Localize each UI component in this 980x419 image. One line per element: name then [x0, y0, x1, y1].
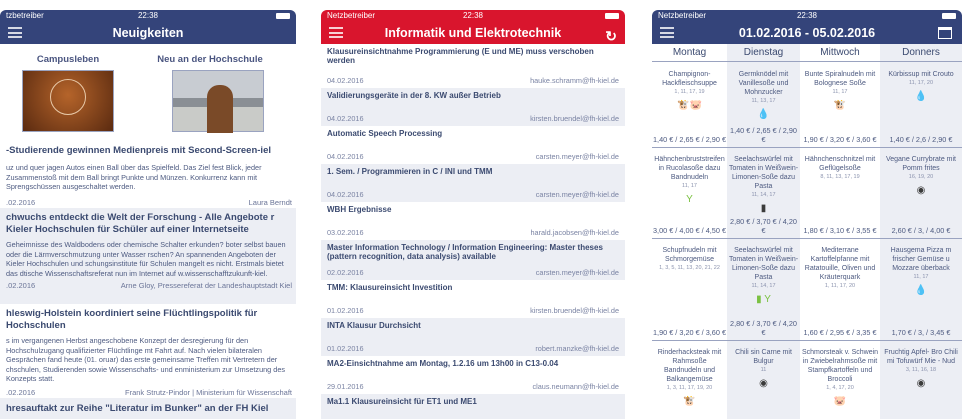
news-screen	[0, 10, 296, 419]
category-campusleben[interactable]: Campusleben	[36, 54, 100, 65]
hochschule-image[interactable]	[172, 70, 264, 132]
announcement-title: Ma1.1 Klausureinsicht für ET1 und ME1	[327, 397, 477, 406]
allergens: 1, 11, 17, 19	[674, 89, 705, 95]
meal-price: 2,80 € / 3,70 € / 4,20 €	[730, 217, 797, 235]
announcement-title: TMM: Klausureinsicht Investition	[327, 283, 453, 292]
week-range: 01.02.2016 - 05.02.2016	[738, 26, 876, 40]
article[interactable]	[0, 208, 296, 304]
announcement-date: 02.02.2016	[327, 268, 364, 277]
announcement-item[interactable]	[321, 164, 625, 202]
meal-name: Rinderhacksteak mit Rahmsoße Bandnudeln und Balkangemüse	[657, 349, 722, 383]
article-author: Laura Berndt	[248, 197, 292, 207]
header	[652, 10, 962, 44]
menu-icon[interactable]	[660, 27, 674, 38]
meal-cell[interactable]	[800, 340, 880, 419]
article-body: s im vergangenen Herbst angeschobene Konzept der desregierung für den Hochschulzugang qualifizierter Flüchtlinge mt Fahrt auf. Nach vielen bilateralen Gesprächen fand heute (01. oruar) das erste gemeinsame Treffen mit Vertretern der chschulen, Studierenden sowie Wissenschafts- und enministerium zur Umsetzung des Konzepts statt.	[6, 336, 286, 383]
article-date: .02.2016	[6, 281, 36, 290]
meal-cell[interactable]	[652, 62, 727, 147]
time: 22:38	[796, 11, 818, 20]
meal-cell[interactable]	[800, 238, 880, 340]
meal-cell[interactable]	[800, 147, 880, 238]
meal-price: 2,80 € / 3,70 € / 4,20 €	[730, 319, 797, 337]
meal-type-icon: 🐮🐷	[677, 100, 702, 111]
meal-price: 1,90 € / 3,20 € / 3,60 €	[652, 328, 727, 337]
announcement-item[interactable]	[321, 318, 625, 356]
meal-name: Mediterrane Kartoffelpfanne mit Ratatouille, Oliven und Kräuterquark	[804, 247, 876, 281]
status-bar	[0, 10, 296, 22]
article-title: chwuchs entdeckt die Welt der Forschung - Alle Angebote r Kieler Hochschulen für Schüler auf einer Internetseite	[6, 212, 275, 235]
announcement-item[interactable]	[321, 240, 625, 280]
calendar-icon[interactable]	[938, 27, 952, 39]
article[interactable]	[0, 398, 296, 419]
announcement-title: Master Information Technology / Information Engineering: Master theses (pattern recognition, data analysis) available	[327, 243, 603, 261]
meal-name: Schupfnudeln mit Schmorgemüse	[662, 247, 717, 263]
battery-icon	[942, 13, 956, 19]
meal-cell[interactable]	[652, 238, 727, 340]
meal-name: Schmorsteak v. Schwein in Zwiebelrahmsoße mit Stampfkartoffeln und Broccoli	[801, 349, 879, 383]
announcement-item[interactable]	[321, 88, 625, 126]
announcement-item[interactable]	[321, 126, 625, 164]
header	[321, 10, 625, 44]
meal-type-icon: 🐮	[683, 396, 696, 407]
announcement-item[interactable]	[321, 394, 625, 419]
allergens: 11, 14, 17	[751, 192, 776, 198]
meal-name: Champignon-Hackfleischsuppe	[662, 71, 717, 87]
announcement-author: harald.jacobsen@fh-kiel.de	[530, 228, 619, 237]
announcement-title: Automatic Speech Processing	[327, 129, 443, 138]
meal-type-icon: ◉	[916, 185, 926, 196]
meal-type-icon	[801, 295, 879, 307]
department-screen	[321, 10, 625, 419]
announcement-title: Klausureinsichtnahme Programmierung (E und ME) muss verschoben werden	[327, 47, 594, 65]
allergens: 11, 17	[913, 274, 929, 280]
meal-type-icon	[801, 186, 879, 198]
article[interactable]	[0, 145, 296, 207]
meal-price: 1,80 € / 3,10 € / 3,55 €	[803, 226, 877, 235]
meal-type-icon: 💧	[757, 109, 770, 120]
article-date: .02.2016	[6, 387, 36, 397]
meal-name: Hähnchenbruststreifen in Rucolasoße dazu Bandnudeln	[654, 156, 725, 181]
announcement-title: WBH Ergebnisse	[327, 205, 392, 214]
allergens: 3, 11, 16, 18	[905, 367, 937, 373]
announcement-date: 01.02.2016	[327, 306, 364, 315]
meal-cell[interactable]	[727, 340, 800, 419]
announcement-author: hauke.schramm@fh-kiel.de	[530, 76, 619, 85]
announcement-title: INTA Klausur Durchsicht	[327, 321, 421, 330]
allergens: 16, 19, 20	[908, 174, 934, 180]
meal-name: Fruchtig Apfel- Bro Chili mi Tofuwürf Mie - Nud	[884, 349, 958, 365]
meal-price: 1,40 € / 2,6 / 2,90 €	[889, 135, 953, 144]
menu-icon[interactable]	[329, 27, 343, 38]
refresh-icon[interactable]: ↻	[605, 28, 617, 44]
announcement-item[interactable]	[321, 356, 625, 394]
announcement-date: 29.01.2016	[327, 382, 364, 391]
battery-icon	[276, 13, 290, 19]
allergens: 11, 17	[682, 183, 697, 189]
allergens: 11, 14, 17	[751, 283, 776, 289]
category-neu[interactable]: Neu an der Hochschule	[157, 54, 263, 65]
announcement-list	[321, 44, 625, 419]
meal-name: Vegane Currybrate mit Pomm frites	[885, 156, 957, 172]
page-title: Informatik und Elektrotechnik	[384, 26, 562, 40]
meal-cell[interactable]	[800, 62, 880, 147]
meal-price: 1,40 € / 2,65 € / 2,90 €	[652, 135, 727, 144]
meal-type-icon	[653, 277, 726, 289]
announcement-date: 04.02.2016	[327, 114, 364, 123]
page-title: Neuigkeiten	[112, 26, 184, 40]
day-1[interactable]: Dienstag	[743, 47, 784, 58]
allergens: 1, 3, 5, 11, 13, 20, 21, 22	[659, 265, 720, 271]
article-title: hleswig-Holstein koordiniert seine Flüchtlingspolitik für Hochschulen	[6, 308, 258, 331]
article-body: Geheimnisse des Waldbodens oder chemische Schalter erkunden? boter selbst bauen oder die Lärmverschmutzung unter Wasser rschen? An spannenden Angeboten der Kieler Hochschulen und schungsinstitute für Schulen mangelt es nicht. Erstmals bietet das dtische Wissenschaftsreferat nun im Internet auf w.wissenschafftzukunft-kiel.	[6, 240, 286, 278]
meal-name: Seelachswürfel mit Tomaten in Weißwein-Limonen-Soße dazu Pasta	[728, 156, 799, 190]
announcement-author: kirsten.bruendel@fh-kiel.de	[530, 114, 619, 123]
announcement-title: 1. Sem. / Programmieren in C / INI und TMM	[327, 167, 493, 176]
meal-name: Hähnchenschnitzel mit Geflügelsoße	[804, 156, 876, 172]
announcement-title: Validierungsgeräte in der 8. KW außer Betrieb	[327, 91, 501, 100]
allergens: 11, 17	[832, 89, 848, 95]
meal-name: Chili sin Carne mit Bulgur	[735, 349, 792, 365]
article-body: uz und quer jagen Autos einen Ball über das Spielfeld. Das Ziel fest Blick, jeder Zusammenstoß mit dem Ball bringt Punkte und Münzen. Konkurrenz kann mit Sprengschüssen ausgeschaltet werden.	[6, 163, 262, 191]
meal-cell[interactable]	[727, 238, 800, 340]
meal-type-icon: ◉	[916, 378, 926, 389]
meal-price: 1,90 € / 3,20 € / 3,60 €	[803, 135, 877, 144]
meal-type-icon: ▮	[760, 203, 767, 214]
allergens: 11	[760, 367, 767, 373]
announcement-item[interactable]	[321, 44, 625, 88]
meal-price: 1,60 € / 2,95 € / 3,35 €	[803, 328, 877, 337]
meal-cell[interactable]	[652, 340, 727, 419]
meal-type-icon: 🐮	[833, 100, 847, 111]
day-header	[652, 44, 962, 62]
status-bar	[321, 10, 625, 22]
meal-name: Hausgema Pizza m frischer Gemüse u Mozzare überback	[890, 247, 952, 272]
announcement-author: kirsten.bruendel@fh-kiel.de	[530, 306, 619, 315]
article-title: -Studierende gewinnen Medienpreis mit Second-Screen-iel	[6, 145, 271, 156]
mensa-screen	[652, 10, 962, 419]
meal-price: 3,00 € / 4,00 € / 4,50 €	[652, 226, 727, 235]
announcement-date: 03.02.2016	[327, 228, 364, 237]
carrier: Netzbetreiber	[327, 11, 376, 20]
article-title: hresauftakt zur Reihe "Literatur im Bunker" an der FH Kiel	[6, 403, 269, 414]
announcement-title: MA2-Einsichtnahme am Montag, 1.2.16 um 13h00 in C13-0.04	[327, 359, 559, 368]
meal-type-icon: ▮ Y	[756, 294, 771, 305]
time: 22:38	[462, 11, 484, 20]
announcement-item[interactable]	[321, 280, 625, 318]
meal-name: Germknödel mit Vanillesoße und Mohnzucker	[738, 71, 789, 96]
meal-cell[interactable]	[652, 147, 727, 238]
day-0[interactable]: Montag	[672, 47, 707, 58]
allergens: 1, 11, 17, 20	[824, 283, 856, 289]
announcement-author: carsten.meyer@fh-kiel.de	[535, 190, 619, 199]
meal-type-icon: ◉	[759, 378, 768, 389]
announcement-date: 04.02.2016	[327, 152, 364, 161]
meal-cell[interactable]	[880, 238, 962, 340]
article[interactable]	[0, 308, 296, 397]
meal-cell[interactable]	[727, 147, 800, 238]
carrier: Netzbetreiber	[658, 11, 707, 20]
announcement-date: 04.02.2016	[327, 190, 364, 199]
meal-type-icon: Y	[686, 194, 693, 205]
allergens: 11, 17, 20	[908, 80, 934, 86]
announcement-date: 04.02.2016	[327, 76, 364, 85]
article-author: Frank Strutz-Pindor | Ministerium für Wissenschaft	[125, 387, 292, 397]
announcement-author: claus.neumann@fh-kiel.de	[532, 382, 619, 391]
announcement-item[interactable]	[321, 202, 625, 240]
time: 22:38	[137, 11, 159, 20]
article-date: .02.2016	[6, 197, 36, 207]
day-3[interactable]: Donners	[902, 47, 940, 58]
allergens: 1, 3, 11, 17, 19, 20	[666, 385, 713, 391]
meal-price: 1,40 € / 2,65 € / 2,90 €	[730, 126, 797, 144]
meal-name: Bunte Spiralnudeln mit Bolognese Soße	[804, 71, 876, 87]
meal-price: 1,70 € / 3, / 3,45 €	[891, 328, 951, 337]
allergens: 8, 11, 13, 17, 19	[820, 174, 860, 180]
meal-price: 2,60 € / 3, / 4,00 €	[891, 226, 951, 235]
meal-cell[interactable]	[880, 62, 962, 147]
meal-type-icon: 🐷	[833, 396, 847, 407]
announcement-author: robert.manzke@fh-kiel.de	[535, 344, 619, 353]
allergens: 11, 13, 17	[751, 98, 776, 104]
header	[0, 10, 296, 44]
day-2[interactable]: Mittwoch	[820, 47, 860, 58]
meal-cell[interactable]	[880, 147, 962, 238]
meal-type-icon: 💧	[914, 91, 928, 102]
carrier: tzbetreiber	[6, 11, 44, 20]
campusleben-image[interactable]	[22, 70, 114, 132]
allergens: 1, 4, 17, 20	[826, 385, 854, 391]
meal-name: Seelachswürfel mit Tomaten in Weißwein-Limonen-Soße dazu Pasta	[728, 247, 799, 281]
menu-icon[interactable]	[8, 27, 22, 38]
article-author: Arne Gloy, Pressereferat der Landeshauptstadt Kiel	[120, 281, 292, 290]
meal-type-icon: 💧	[914, 285, 928, 296]
status-bar	[652, 10, 962, 22]
meal-name: Kürbissup mit Crouto	[888, 71, 954, 78]
announcement-author: carsten.meyer@fh-kiel.de	[535, 152, 619, 161]
battery-icon	[605, 13, 619, 19]
meal-cell[interactable]	[727, 62, 800, 147]
meal-cell[interactable]	[880, 340, 962, 419]
announcement-author: carsten.meyer@fh-kiel.de	[535, 268, 619, 277]
announcement-date: 01.02.2016	[327, 344, 364, 353]
